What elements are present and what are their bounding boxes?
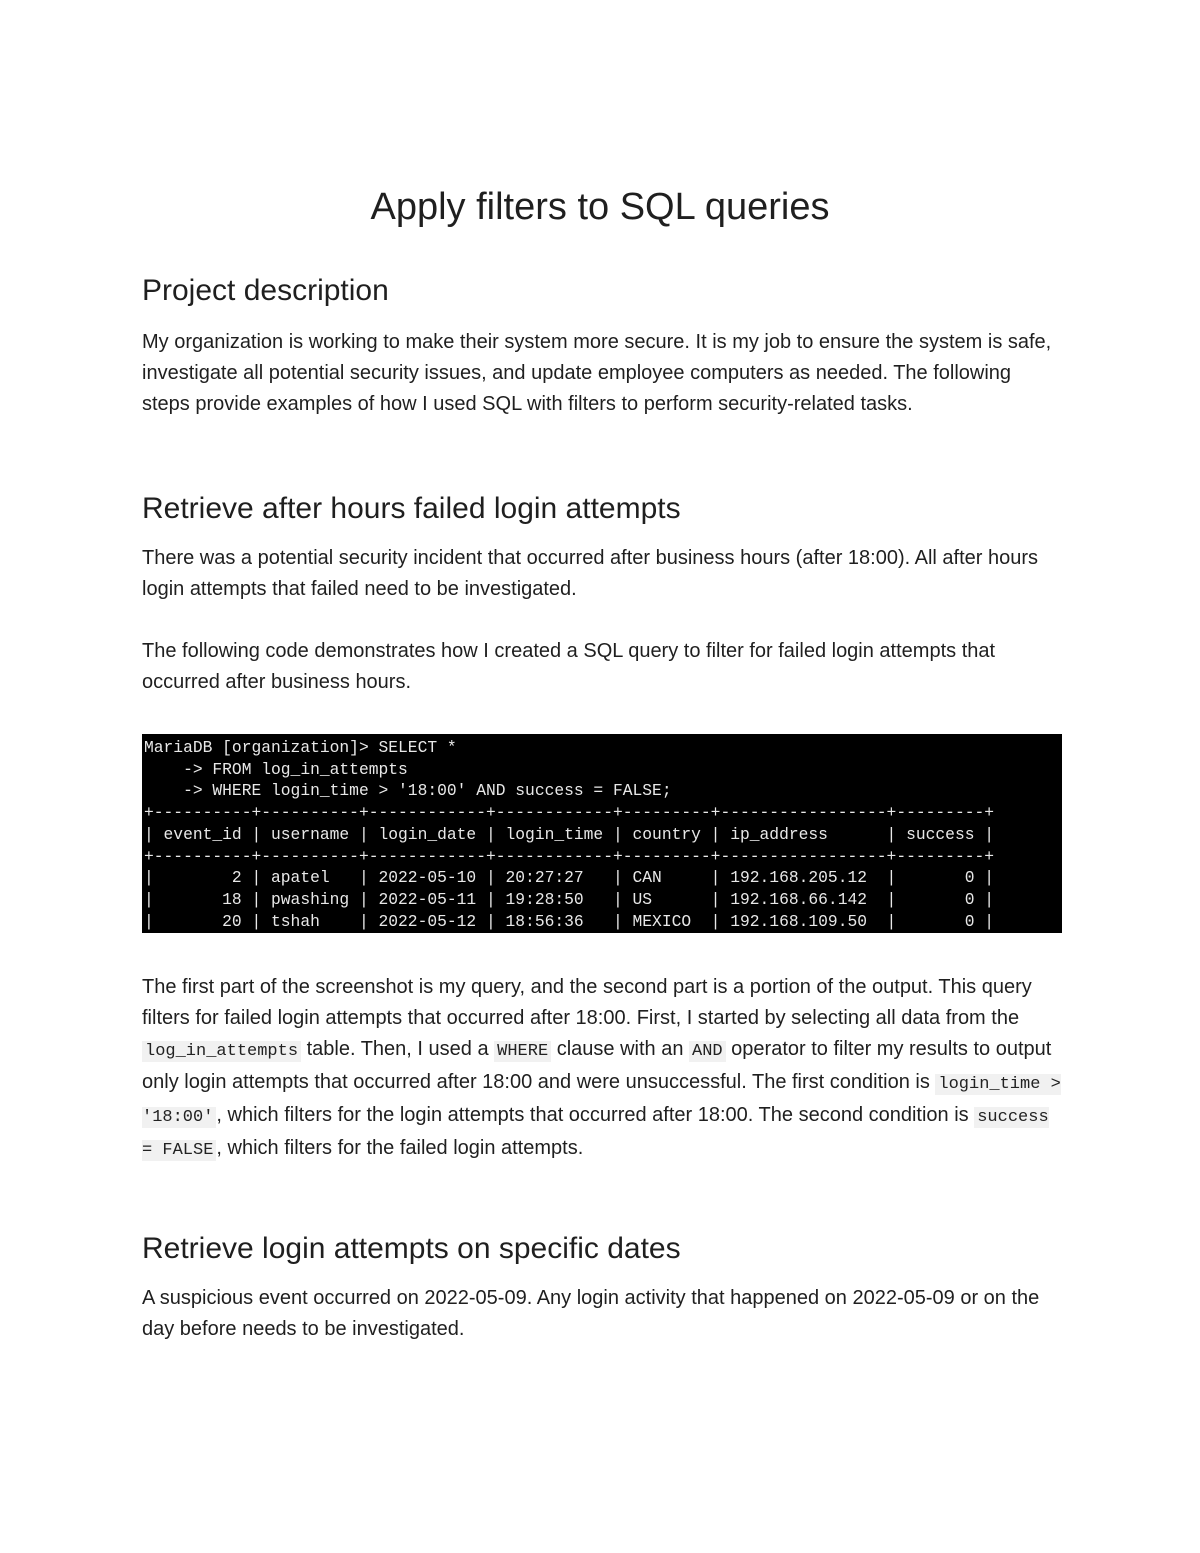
paragraph-query-explanation [142,972,1062,1166]
terminal-line: | 20 | tshah | 2022-05-12 | 18:56:36 | MEXICO | 192.168.109.50 | 0 | [144,911,995,931]
explanation-text: operator to filter my results to output only login attempts that occurred after 18:00 and were unsuccessful. The first condition is [142,1038,1052,1093]
terminal-line: -> FROM log_in_attempts [144,759,408,779]
paragraph-suspicious-event: A suspicious event occurred on 2022-05-09. Any login activity that happened on 2022-05-09 or on the day before needs to be investigated. [142,1287,1040,1340]
heading-project-description: Project description [142,274,389,307]
terminal-line: | 18 | pwashing | 2022-05-11 | 19:28:50 | US | 192.168.66.142 | 0 | [144,889,995,909]
terminal-line: MariaDB [organization]> SELECT * [144,738,457,757]
explanation-text: clause with an [551,1038,690,1060]
terminal-line: -> WHERE login_time > '18:00' AND success = FALSE; [144,781,672,801]
explanation-text: table. Then, I used a [301,1038,495,1060]
inline-code: success = FALSE [142,1108,1049,1160]
paragraph-incident: There was a potential security incident that occurred after business hours (after 18:00). All after hours login attempts that failed need to be investigated. [142,547,1039,600]
terminal-line: +----------+----------+------------+------------+---------+-----------------+---------+ [144,846,995,866]
terminal-line: | event_id | username | login_date | login_time | country | ip_address | success | [144,824,995,844]
explanation-text: The first part of the screenshot is my query, and the second part is a portion of the output. This query filters for failed login attempts that occurred after 18:00. First, I started by selecting all data from the [142,976,1032,1029]
terminal-screenshot [142,734,1062,933]
heading-after-hours: Retrieve after hours failed login attempts [142,492,681,525]
terminal-line: +----------+----------+------------+------------+---------+-----------------+---------+ [144,803,995,823]
heading-specific-dates: Retrieve login attempts on specific dates [142,1232,681,1265]
document-title: Apply filters to SQL queries [370,186,830,228]
inline-code: login_time > '18:00' [142,1075,1061,1127]
terminal-line: | 2 | apatel | 2022-05-10 | 20:27:27 | CAN | 192.168.205.12 | 0 | [144,868,995,888]
paragraph-project-description: My organization is working to make their system more secure. It is my job to ensure the system is safe, investigate all potential security issues, and update employee computers as needed. The following steps provide examples of how I used SQL with filters to perform security-related tasks. [142,331,1052,415]
inline-code: log_in_attempts [142,1041,301,1062]
inline-code: AND [689,1041,726,1062]
explanation-text: , which filters for the login attempts that occurred after 18:00. The second condition is [216,1104,975,1126]
paragraph-code-intro: The following code demonstrates how I created a SQL query to filter for failed login attempts that occurred after business hours. [142,640,996,693]
inline-code: WHERE [494,1041,551,1062]
explanation-text: , which filters for the failed login attempts. [216,1137,584,1159]
